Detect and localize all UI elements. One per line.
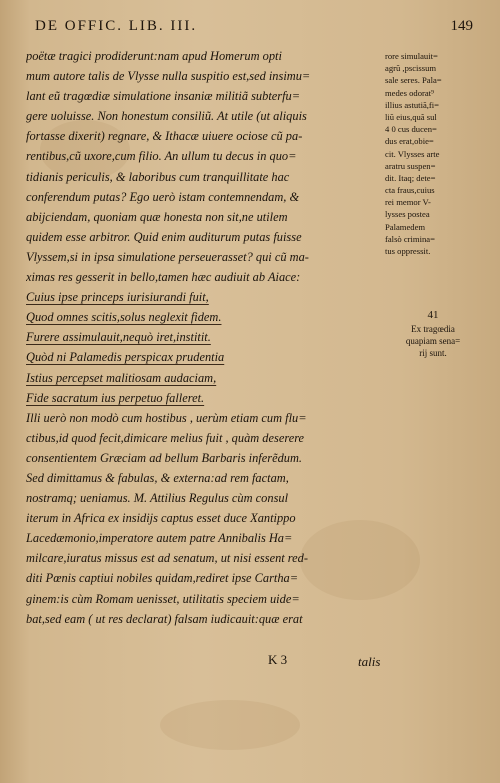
text-line: nostramq; ueniamus. M. Attilius Regulus cùm consul: [26, 491, 289, 506]
verse-line: Istius percepset malitiosam audaciam,: [26, 370, 217, 385]
marginal-note-line: cit. Vlysses arte: [385, 148, 440, 159]
text-line: ximas res gesserit in bello,tamen hæc audiuit ab Aiace:: [26, 270, 301, 285]
marginal-note-line: aratru suspen=: [385, 160, 436, 171]
marginal-note-line: 4 0 cus ducen=: [385, 124, 437, 135]
marginal-note-line: lysses postea: [385, 209, 430, 220]
text-line: consentientem Græciam ad bellum Barbaris inferẽdum.: [26, 450, 303, 465]
main-text-block: [26, 46, 382, 629]
page-number: 149: [450, 18, 473, 34]
signature-mark: K 3: [268, 652, 288, 667]
marginal-note-line: illius astutiã,fi=: [385, 99, 440, 110]
text-line: ctibus,id quod fecit,dimicare melius fuit , quàm deserere: [26, 430, 305, 445]
marginal-note-41: [388, 309, 478, 359]
marginal-note-line: agrũ ,pscissum: [385, 63, 437, 74]
verse-line: Quòd ni Palamedis perspicax prudentia: [26, 350, 225, 365]
verse-line: Quod omnes scitis,solus neglexit fidem.: [26, 310, 222, 325]
page-footer: [0, 652, 500, 672]
marginal-note-line: rij sunt.: [419, 348, 447, 358]
text-line: fortasse dixerit) regnare, & Ithacæ uiuere ociose cũ pa-: [26, 129, 303, 144]
text-line: gere uoluisse. Non honestum consiliũ. At utile (ut aliquis: [26, 109, 307, 124]
running-header: [35, 18, 475, 40]
marginal-note-line: tus oppressit.: [385, 246, 431, 256]
text-line: mum autore talis de Vlysse nulla suspitio est,sed insimu=: [26, 69, 311, 84]
text-line: Illi uerò non modò cum hostibus , uerùm etiam cum flu=: [26, 410, 307, 425]
text-line: Sed dimittamus & fabulas, & externa:ad rem factam,: [26, 470, 289, 485]
running-title: DE OFFIC. LIB. III.: [35, 18, 198, 34]
marginal-note-line: falsò crimina=: [385, 233, 435, 244]
marginal-note-line: sale seres. Pala=: [385, 75, 442, 86]
text-line: quidem esse arbitror. Quid enim auditurum putas fuisse: [26, 229, 302, 244]
catchword: talis: [358, 654, 381, 669]
text-line: ginem:is cùm Romam uenisset, utilitatis speciem uide=: [26, 591, 300, 606]
marginal-note-line: liũ eius,quã sul: [385, 111, 437, 122]
text-line: tidianis periculis, & laboribus cum tranquillitate hac: [26, 169, 290, 184]
text-line: Lacedæmonio,imperatore autem patre Annibalis Ha=: [26, 531, 293, 546]
marginal-note-line: Ex tragœdia: [411, 324, 455, 334]
text-line: Vlyssem,si in ipsa simulatione perseuerasset? qui cũ ma-: [26, 249, 309, 264]
marginal-note-line: dus erat,obie=: [385, 136, 434, 147]
text-line: abijciendam, quoniam quæ honesta non sit,ne utilem: [26, 209, 288, 224]
text-line: lant eũ tragœdiæ simulatione insaniæ militiã subterfu=: [26, 89, 301, 104]
text-line: poëtæ tragici prodiderunt:nam apud Homerum opti: [26, 49, 282, 63]
verse-line: Cuius ipse princeps iurisiurandi fuit,: [26, 290, 209, 305]
marginal-note-line: Palamedem: [385, 221, 426, 232]
text-line: rentibus,cũ uxore,cum filio. An ullum tu decus in quo=: [26, 149, 297, 164]
marginal-note: [385, 50, 495, 257]
verse-line: Fide sacratum ius perpetuo falleret.: [26, 390, 205, 405]
text-line: bat,sed eam ( ut res declarat) falsam iudicauit:quæ erat: [26, 611, 303, 626]
marginal-note-line: rore simulauit=: [385, 51, 438, 61]
marginal-note-number: 41: [427, 309, 439, 321]
text-line: conferendum putas? Ego uerò istam contemnendam, &: [26, 189, 300, 204]
verse-quotation: [26, 287, 382, 408]
text-line: diti Pœnis captiui nobiles quidam,rediret ipse Cartha=: [26, 571, 299, 586]
marginal-note-line: rei memor V-: [385, 197, 431, 208]
marginal-note-line: dit. Itaq; dete=: [385, 172, 436, 183]
text-line: iterum in Africa ex insidijs captus esset duce Xantippo: [26, 511, 296, 526]
marginal-note-line: quapiam sena=: [405, 336, 461, 346]
marginal-note-line: cta fraus,cuius: [385, 185, 435, 196]
verse-line: Furere assimulauit,nequò iret,institit.: [26, 330, 211, 345]
paper-stain: [160, 700, 300, 750]
text-line: milcare,iuratus missus est ad senatum, ut nisi essent red-: [26, 551, 308, 566]
marginal-note-line: medes odorat⁹: [385, 87, 435, 98]
